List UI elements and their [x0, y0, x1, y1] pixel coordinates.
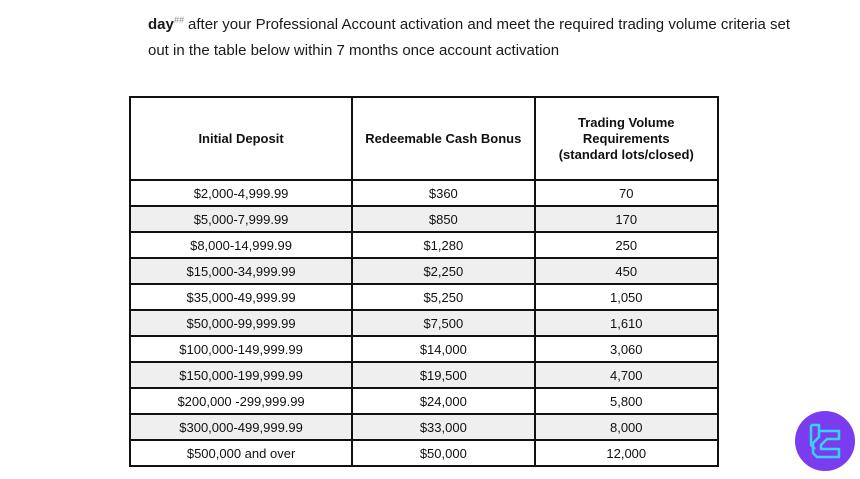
table-row [130, 440, 718, 466]
cell-bonus: $14,000 [352, 336, 534, 362]
cell-volume: 8,000 [535, 414, 718, 440]
cell-bonus: $24,000 [352, 388, 534, 414]
logo-glyph-icon [805, 421, 845, 461]
cell-deposit: $500,000 and over [130, 440, 352, 466]
header-line: Requirements [582, 130, 670, 146]
table-header-row [130, 97, 718, 180]
table-row [130, 362, 718, 388]
cell-bonus: $33,000 [352, 414, 534, 440]
table-row [130, 388, 718, 414]
cell-deposit: $50,000-99,999.99 [130, 310, 352, 336]
cell-volume: 3,060 [535, 336, 718, 362]
cell-bonus: $1,280 [352, 232, 534, 258]
cell-bonus: $5,250 [352, 284, 534, 310]
cell-bonus: $360 [352, 180, 534, 206]
bonus-table [129, 96, 719, 467]
cell-volume: 250 [535, 232, 718, 258]
table-row [130, 414, 718, 440]
cell-bonus: $19,500 [352, 362, 534, 388]
cell-bonus: $850 [352, 206, 534, 232]
cell-deposit: $150,000-199,999.99 [130, 362, 352, 388]
cell-volume: 450 [535, 258, 718, 284]
intro-text: after your Professional Account activation and meet the required trading volume criteria set out in the table below within 7 months once account activation [148, 16, 791, 59]
cell-volume: 170 [535, 206, 718, 232]
cell-volume: 70 [535, 180, 718, 206]
cell-volume: 5,800 [535, 388, 718, 414]
cell-deposit: $5,000-7,999.99 [130, 206, 352, 232]
cell-bonus: $50,000 [352, 440, 534, 466]
cell-volume: 1,050 [535, 284, 718, 310]
tc-logo-icon [795, 411, 855, 471]
cell-deposit: $100,000-149,999.99 [130, 336, 352, 362]
cell-bonus: $7,500 [352, 310, 534, 336]
table-row [130, 284, 718, 310]
cell-volume: 12,000 [535, 440, 718, 466]
cell-bonus: $2,250 [352, 258, 534, 284]
cell-deposit: $35,000-49,999.99 [130, 284, 352, 310]
cell-volume: 4,700 [535, 362, 718, 388]
table-row [130, 180, 718, 206]
table-row [130, 232, 718, 258]
header-line: Trading Volume [577, 114, 675, 130]
header-trading-volume [535, 97, 718, 180]
table-row [130, 336, 718, 362]
table-row [130, 310, 718, 336]
cell-deposit: $2,000-4,999.99 [130, 180, 352, 206]
cell-deposit: $8,000-14,999.99 [130, 232, 352, 258]
table-row [130, 258, 718, 284]
intro-lead-word: day [148, 16, 174, 33]
header-redeemable-cash-bonus: Redeemable Cash Bonus [352, 97, 534, 180]
footnote-marker: ## [173, 15, 184, 25]
table-row [130, 206, 718, 232]
cell-deposit: $200,000 -299,999.99 [130, 388, 352, 414]
cell-volume: 1,610 [535, 310, 718, 336]
header-initial-deposit: Initial Deposit [130, 97, 352, 180]
header-line: (standard lots/closed) [558, 146, 694, 162]
cell-deposit: $15,000-34,999.99 [130, 258, 352, 284]
intro-paragraph [148, 12, 808, 64]
cell-deposit: $300,000-499,999.99 [130, 414, 352, 440]
